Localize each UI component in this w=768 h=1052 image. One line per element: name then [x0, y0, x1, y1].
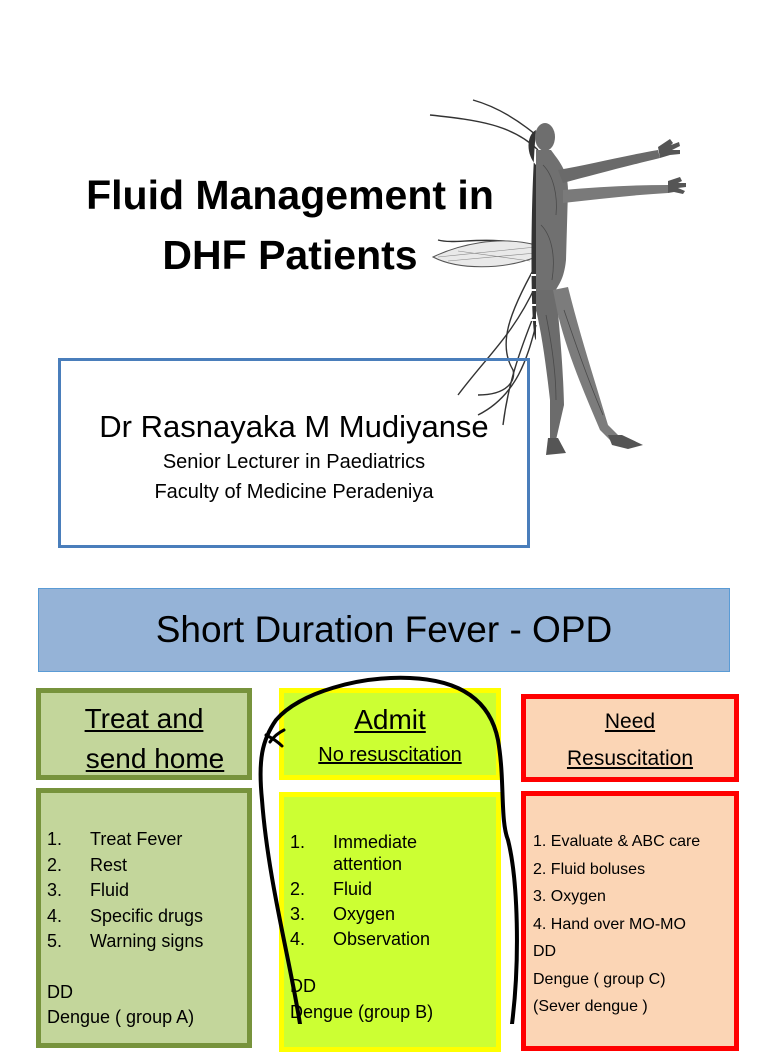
section-banner-text: Short Duration Fever - OPD: [155, 609, 613, 650]
admit-list: [290, 831, 496, 950]
treat-home-dd-value: Dengue ( group A): [47, 1007, 195, 1027]
list-item: 1. Immediate attention: [290, 832, 418, 874]
slide-title-line-2: DHF Patients: [162, 232, 418, 278]
admit-body: [279, 792, 501, 1052]
list-item: 2. Rest: [47, 854, 128, 875]
treat-home-body: [36, 788, 252, 1048]
slide-title-line-1: Fluid Management in: [86, 172, 494, 218]
list-item: 4. Specific drugs: [47, 905, 204, 926]
resuscitation-dd-value: Dengue ( group C): [533, 970, 666, 988]
list-item: 3. Oxygen: [533, 888, 606, 905]
treat-home-header: [36, 688, 252, 780]
list-item: 1. Evaluate & ABC care: [533, 833, 701, 850]
admit-header: [279, 688, 501, 780]
treat-home-list: [47, 827, 247, 955]
admit-subheading: No resuscitation: [318, 744, 462, 766]
resuscitation-heading-line-2: Resuscitation: [566, 747, 694, 770]
list-item: 4. Observation: [290, 929, 431, 949]
list-item: 5. Warning signs: [47, 931, 204, 951]
list-item: 2. Fluid boluses: [533, 860, 646, 878]
admit-heading: Admit: [354, 704, 426, 735]
treat-home-heading-line-2: send home: [85, 743, 225, 774]
author-faculty: Faculty of Medicine Peradeniya: [154, 481, 434, 503]
admit-dd-label: DD: [290, 976, 316, 996]
author-box: [58, 358, 530, 548]
resuscitation-body: [521, 791, 739, 1051]
resuscitation-dd-note: (Sever dengue ): [533, 998, 648, 1015]
resuscitation-heading-line-1: Need: [604, 710, 656, 733]
resuscitation-dd-label: DD: [533, 943, 557, 960]
list-item: 4. Hand over MO-MO: [533, 915, 686, 933]
list-item: 3. Fluid: [47, 880, 130, 900]
treat-home-dd-label: DD: [47, 981, 73, 1002]
admit-dd-value: Dengue (group B): [290, 1001, 434, 1022]
list-item: 3. Oxygen: [290, 904, 396, 924]
treat-home-heading-line-1: Treat and: [84, 703, 204, 734]
resuscitation-header: [521, 694, 739, 782]
list-item: 2. Fluid: [290, 879, 373, 899]
section-banner: [38, 588, 730, 672]
author-position: Senior Lecturer in Paediatrics: [162, 451, 426, 473]
author-name: Dr Rasnayaka M Mudiyanse: [99, 409, 489, 444]
list-item: 1. Treat Fever: [47, 829, 183, 849]
